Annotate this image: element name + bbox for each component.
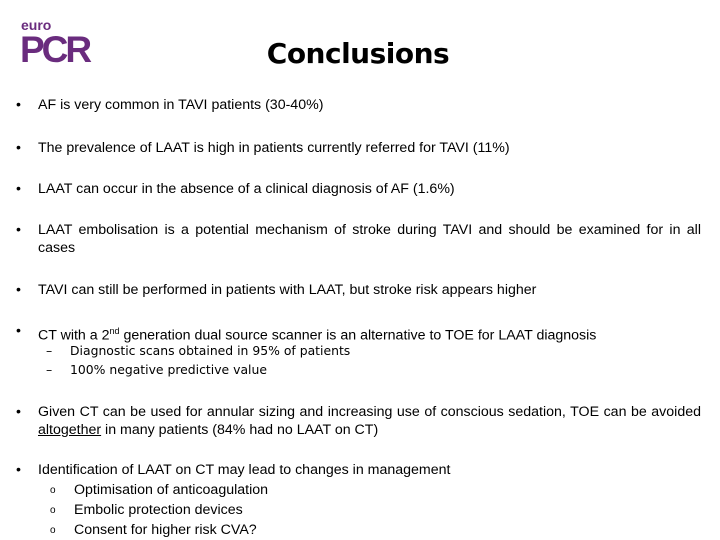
- bullet-text: [38, 322, 701, 345]
- bullet-dot: •: [16, 140, 21, 156]
- sub-item-text: Diagnostic scans obtained in 95% of patients: [70, 343, 351, 358]
- logo-pcr-text: PCR: [20, 29, 90, 70]
- sub-item-text: 100% negative predictive value: [70, 362, 267, 377]
- bullet-text: LAAT can occur in the absence of a clinical diagnosis of AF (1.6%): [38, 181, 455, 197]
- bullet-text-part: generation dual source scanner is an alternative to TOE for LAAT diagnosis: [119, 327, 597, 344]
- bullet-text: The prevalence of LAAT is high in patients currently referred for TAVI (11%): [38, 140, 510, 156]
- circle-marker: o: [50, 485, 56, 496]
- underlined-word: altogether: [38, 422, 102, 438]
- page-title: Conclusions: [266, 37, 450, 70]
- bullet-dot: •: [16, 222, 21, 238]
- bullet-text-part: CT with a 2: [38, 327, 110, 344]
- bullet-text: TAVI can still be performed in patients with LAAT, but stroke risk appears higher: [38, 282, 537, 298]
- bullet-text: [38, 403, 701, 439]
- sub-item-text: Optimisation of anticoagulation: [74, 482, 269, 498]
- bullet-dot: •: [16, 282, 21, 298]
- bullet-dot: •: [16, 404, 21, 420]
- bullet-text-part: Given CT can be used for annular sizing and increasing use of conscious sedation, TOE can be avoided: [38, 404, 701, 420]
- ordinal-superscript: nd: [109, 326, 120, 336]
- bullet-text: Identification of LAAT on CT may lead to changes in management: [38, 462, 451, 478]
- dash-marker: –: [46, 343, 53, 358]
- dash-marker: –: [46, 362, 53, 377]
- bullet-text-part: in many patients (84% had no LAAT on CT): [101, 422, 379, 438]
- bullet-dot: •: [16, 97, 21, 113]
- bullet-text: LAAT embolisation is a potential mechanism of stroke during TAVI and should be examined for in all cases: [38, 222, 701, 256]
- bullet-dot: •: [16, 323, 21, 339]
- sub-item-text: Consent for higher risk CVA?: [74, 522, 257, 538]
- bullet-text: AF is very common in TAVI patients (30-40%): [38, 97, 324, 113]
- logo-euro-text: euro: [21, 17, 52, 33]
- sub-item-text: Embolic protection devices: [74, 502, 243, 518]
- circle-marker: o: [50, 505, 56, 516]
- bullet-dot: •: [16, 462, 21, 478]
- circle-marker: o: [50, 525, 56, 536]
- bullet-dot: •: [16, 181, 21, 197]
